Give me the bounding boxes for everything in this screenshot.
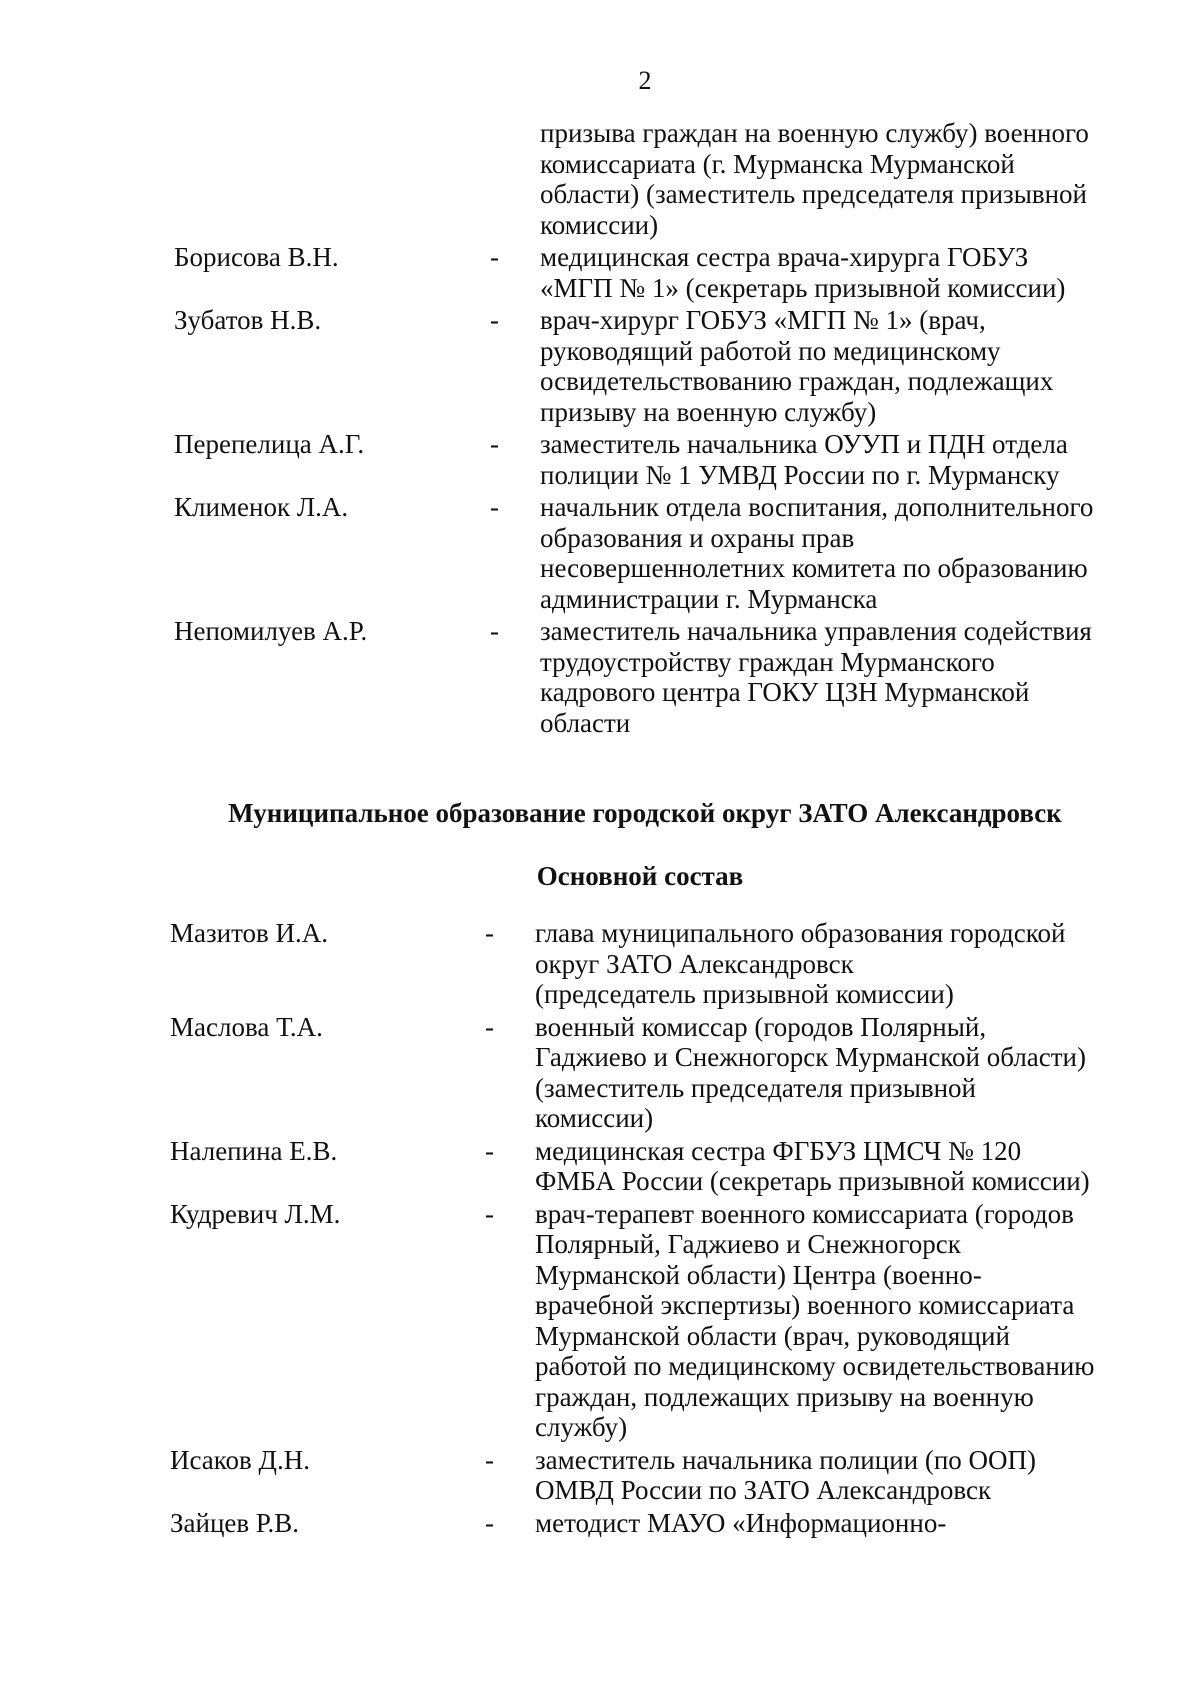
member-entry-continuation xyxy=(0,118,1200,240)
commission-members-list xyxy=(0,918,1200,1538)
member-description: медицинская сестра врача-хирурга ГОБУЗ «МГП № 1» (секретарь призывной комиссии) xyxy=(540,242,1066,303)
separator-dash: - xyxy=(490,242,499,272)
member-entry xyxy=(0,918,1200,1010)
separator-dash: - xyxy=(490,305,499,335)
member-name: Налепина Е.В. xyxy=(170,1135,338,1166)
member-name: Борисова В.Н. xyxy=(174,242,339,272)
member-entry xyxy=(0,1136,1200,1197)
member-name: Зубатов Н.В. xyxy=(174,305,322,335)
member-description: врач-хирург ГОБУЗ «МГП № 1» (врач, руководящий работой по медицинскому освидетельствованию граждан, подлежащих призыву на военную службу) xyxy=(540,305,1054,427)
composition-heading: Основной состав xyxy=(536,861,744,891)
member-name: Клименок Л.А. xyxy=(174,492,349,522)
member-entry xyxy=(0,1508,1200,1539)
separator-dash: - xyxy=(485,1507,494,1538)
member-description: глава муниципального образования городской округ ЗАТО Александровск (председатель призывной комиссии) xyxy=(535,918,1066,1009)
member-name: Маслова Т.А. xyxy=(170,1011,323,1042)
member-entry xyxy=(0,1012,1200,1134)
separator-dash: - xyxy=(490,616,499,646)
commission-members-list-continued xyxy=(0,118,1200,738)
separator-dash: - xyxy=(485,1135,494,1166)
member-entry xyxy=(0,616,1200,738)
member-entry xyxy=(0,305,1200,427)
member-description: врач-терапевт военного комиссариата (городов Полярный, Гаджиево и Снежногорск Мурманской области) Центра (военно- врачебной экспертизы) военного комиссариата Мурманской области (врач, руководящий работой по медицинскому освидетельствованию граждан, подлежащих призыву на военную службу) xyxy=(535,1198,1095,1442)
member-entry xyxy=(0,242,1200,303)
separator-dash: - xyxy=(485,1011,494,1042)
member-description: медицинская сестра ФГБУЗ ЦМСЧ № 120 ФМБА России (секретарь призывной комиссии) xyxy=(535,1135,1090,1196)
member-entry xyxy=(0,429,1200,490)
municipality-heading: Муниципальное образование городской округ ЗАТО Александровск xyxy=(228,798,1062,828)
member-name: Мазитов И.А. xyxy=(170,918,329,948)
member-name: Зайцев Р.В. xyxy=(170,1507,300,1538)
member-name: Перепелица А.Г. xyxy=(174,429,365,459)
member-name: Непомилуев А.Р. xyxy=(174,616,368,646)
member-description: начальник отдела воспитания, дополнительного образования и охраны прав несовершеннолетних комитета по образованию администрации г. Мурманска xyxy=(540,492,1094,614)
member-entry xyxy=(0,492,1200,614)
separator-dash: - xyxy=(485,918,494,948)
separator-dash: - xyxy=(490,429,499,459)
separator-dash: - xyxy=(485,1198,494,1229)
member-name: Кудревич Л.М. xyxy=(170,1198,341,1229)
member-description: методист МАУО «Информационно- xyxy=(535,1507,947,1538)
member-entry xyxy=(0,1445,1200,1506)
member-name: Исаков Д.Н. xyxy=(170,1444,310,1475)
member-description: заместитель начальника полиции (по ООП) ОМВД России по ЗАТО Александровск xyxy=(535,1444,1037,1505)
member-description: призыва граждан на военную службу) военного комиссариата (г. Мурманска Мурманской области) (заместитель председателя призывной комиссии) xyxy=(540,118,1089,240)
member-description: заместитель начальника управления содействия трудоустройству граждан Мурманского кадрового центра ГОКУ ЦЗН Мурманской области xyxy=(540,616,1092,738)
separator-dash: - xyxy=(490,492,499,522)
member-description: заместитель начальника ОУУП и ПДН отдела полиции № 1 УМВД России по г. Мурманску xyxy=(540,429,1068,490)
separator-dash: - xyxy=(485,1444,494,1475)
member-entry xyxy=(0,1199,1200,1443)
member-description: военный комиссар (городов Полярный, Гаджиево и Снежногорск Мурманской области) (заместитель председателя призывной комиссии) xyxy=(535,1011,1086,1133)
page-number: 2 xyxy=(638,66,652,95)
